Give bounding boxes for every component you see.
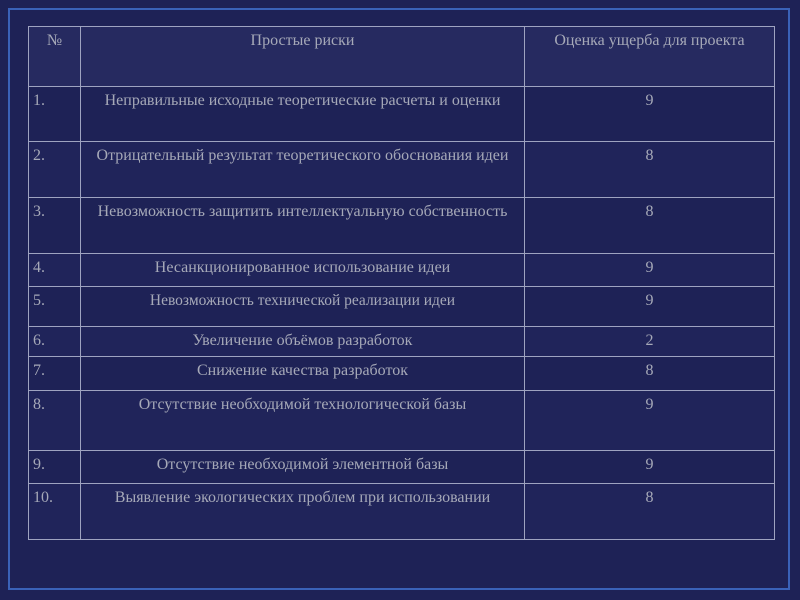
row-risk: Несанкционированное использование идеи <box>81 254 525 287</box>
row-risk: Неправильные исходные теоретические расчеты и оценки <box>81 87 525 142</box>
row-risk: Снижение качества разработок <box>81 357 525 391</box>
table-row <box>29 87 775 142</box>
row-risk: Отсутствие необходимой элементной базы <box>81 451 525 484</box>
table-row <box>29 198 775 254</box>
row-risk: Невозможность защитить интеллектуальную собственность <box>81 198 525 254</box>
row-num: 5. <box>29 287 81 327</box>
row-score: 8 <box>525 142 775 198</box>
row-num: 8. <box>29 391 81 451</box>
risk-table <box>28 26 775 540</box>
row-risk: Отсутствие необходимой технологической базы <box>81 391 525 451</box>
header-risk: Простые риски <box>81 27 525 87</box>
table-row <box>29 327 775 357</box>
row-score: 8 <box>525 484 775 540</box>
table-row <box>29 254 775 287</box>
row-score: 9 <box>525 451 775 484</box>
row-num: 9. <box>29 451 81 484</box>
table-row <box>29 484 775 540</box>
table-row <box>29 391 775 451</box>
row-score: 9 <box>525 87 775 142</box>
row-risk: Отрицательный результат теоретического обоснования идеи <box>81 142 525 198</box>
row-num: 1. <box>29 87 81 142</box>
row-score: 9 <box>525 254 775 287</box>
row-score: 8 <box>525 198 775 254</box>
row-num: 6. <box>29 327 81 357</box>
row-num: 4. <box>29 254 81 287</box>
row-risk: Увеличение объёмов разработок <box>81 327 525 357</box>
row-score: 9 <box>525 391 775 451</box>
row-num: 7. <box>29 357 81 391</box>
row-score: 2 <box>525 327 775 357</box>
header-num: № <box>29 27 81 87</box>
row-num: 2. <box>29 142 81 198</box>
row-score: 8 <box>525 357 775 391</box>
header-score: Оценка ущерба для проекта <box>525 27 775 87</box>
table-row <box>29 451 775 484</box>
row-risk: Выявление экологических проблем при использовании <box>81 484 525 540</box>
table-row <box>29 142 775 198</box>
row-num: 3. <box>29 198 81 254</box>
row-risk: Невозможность технической реализации идеи <box>81 287 525 327</box>
table-header-row <box>29 27 775 87</box>
table-row <box>29 287 775 327</box>
row-num: 10. <box>29 484 81 540</box>
table-row <box>29 357 775 391</box>
row-score: 9 <box>525 287 775 327</box>
